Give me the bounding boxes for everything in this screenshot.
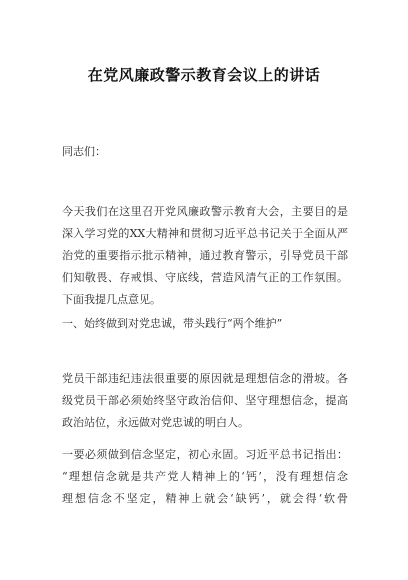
paragraph-ideals: [62, 368, 348, 434]
paragraph-line: 理想信念不坚定，精神上就会‘缺钙’，就会得‘软骨: [62, 492, 348, 505]
document-title: 在党风廉政警示教育会议上的讲话: [87, 66, 321, 84]
greeting-line: 同志们：: [62, 145, 106, 158]
paragraph-line: 治党的重要指示批示精神，通过教育警示，引导党员干部: [62, 249, 348, 262]
section-heading-1: [62, 313, 348, 335]
paragraph-line: 今天我们在这里召开党风廉政警示教育大会，主要目的是: [62, 205, 348, 218]
paragraph-belief: [62, 444, 348, 510]
paragraph-line: 级党员干部必须始终坚守政治信仰、坚守理想信念，提高: [62, 394, 348, 407]
paragraph-intro: [62, 201, 348, 311]
paragraph-line: 下面我提几点意见。: [62, 293, 161, 306]
paragraph-line: 一要必须做到信念坚定，初心永固。习近平总书记指出：: [62, 448, 348, 461]
paragraph-line: 党员干部违纪违法很重要的原因就是理想信念的滑坡。各: [62, 372, 348, 385]
paragraph-line: 深入学习党的XX大精神和贯彻习近平总书记关于全面从严: [62, 227, 348, 240]
paragraph-line: 们知敬畏、存戒惧、守底线，营造风清气正的工作氛围。: [62, 271, 348, 284]
greeting: [62, 141, 348, 163]
section-heading-text: 一、始终做到对党忠诚，带头践行“两个维护”: [62, 317, 283, 330]
paragraph-line: “理想信念就是共产党人精神上的‘钙’，没有理想信念: [62, 470, 348, 483]
paragraph-line: 政治站位，永远做对党忠诚的明白人。: [62, 416, 249, 429]
